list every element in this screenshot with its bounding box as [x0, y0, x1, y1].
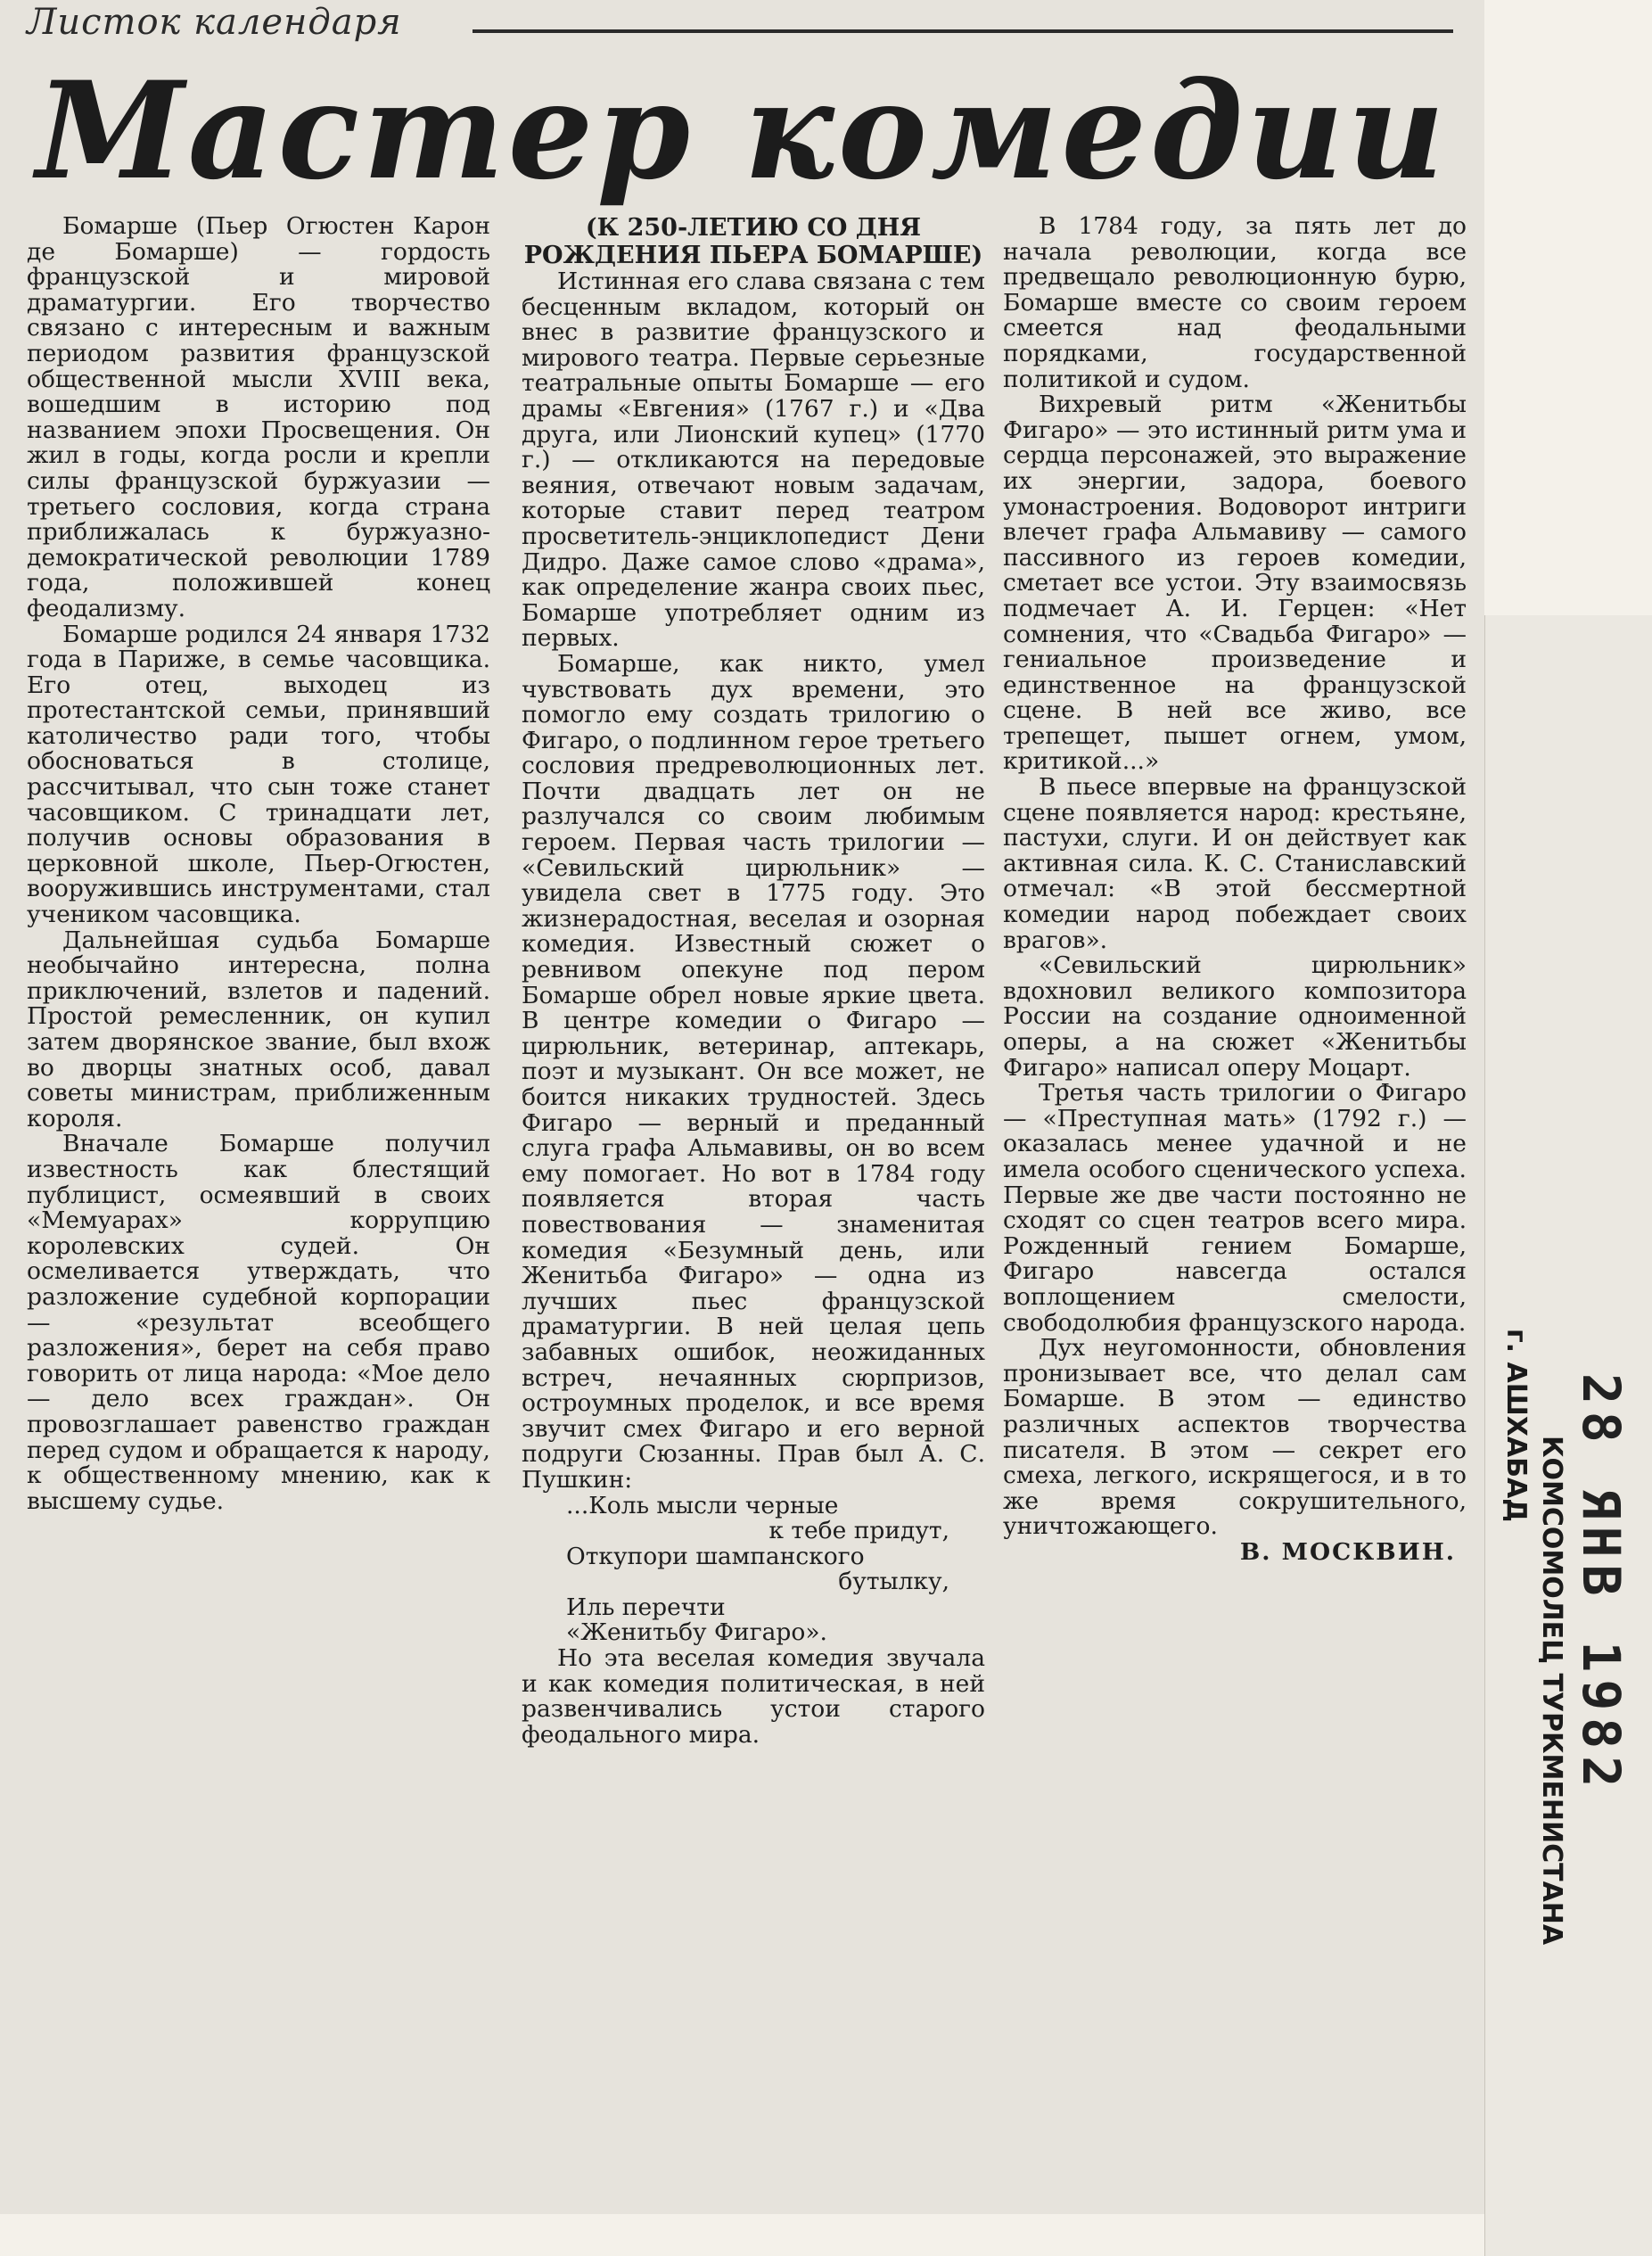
pushkin-quote [566, 1491, 985, 1647]
article-headline: Мастер комедии [36, 53, 1449, 210]
date-stamp: 28 ЯНВ 1982 [1571, 1373, 1631, 1795]
article-paragraph: Дух неугомонности, обновления пронизывает все, что делал сам Бомарше. В этом — единство различных аспектов творчества писателя. В этом — секрет его смеха, легкого, искрящегося, и в то же время сокрушительного, уничтожающего. [1003, 1334, 1467, 1541]
article-paragraph: Третья часть трилогии о Фигаро — «Преступная мать» (1792 г.) — оказалась менее удачной и не имела особого сценического успеха. Первые же две части постоянно не сходят со сцен театров всего мира. Рожденный гением Бомарше, Фигаро навсегда остался воплощением смелости, свободолюбия французского народа. [1003, 1079, 1467, 1337]
article-paragraph: В 1784 году, за пять лет до начала революции, когда все предвещало революционную бурю, Бомарше вместе со своим героем смеется над феодальными порядками, государственной политикой и судом. [1003, 212, 1467, 393]
article-paragraph: Истинная его слава связана с тем бесценным вкладом, который он внес в развитие французского и мирового театра. Первые серьезные театральные опыты Бомарше — его драмы «Евгения» (1767 г.) и «Два друга, или Лионский купец» (1770 г.) — откликаются на передовые веяния, отвечают новым задачам, которые ставит перед театром просветитель-энциклопедист Дени Дидро. Даже самое слово «драма», как определение жанра своих пьес, Бомарше употребляет одним из первых. [522, 268, 985, 653]
verse-line: «Женитьбу Фигаро». [566, 1618, 827, 1647]
article-subheading: (К 250-ЛЕТИЮ СО ДНЯ РОЖДЕНИЯ ПЬЕРА БОМАРШЕ) [523, 214, 983, 269]
source-stamp: КОМСОМОЛЕЦ ТУРКМЕНИСТАНА [1536, 1436, 1567, 1946]
article-paragraph: Бомарше родился 24 января 1732 года в Париже, в семье часовщика. Его отец, выходец из протестантской семьи, принявший католичество ради того, чтобы обосноваться в столице, рассчитывал, что сын тоже станет часовщиком. С тринадцати лет, получив основы образования в церковной школе, Пьер-Огюстен, вооружившись инструментами, стал учеником часовщика. [27, 620, 490, 929]
article-paragraph: Но эта веселая комедия звучала и как комедия политическая, в ней развенчивались устои старого феодального мира. [522, 1644, 985, 1749]
article-paragraph: Бомарше, как никто, умел чувствовать дух времени, это помогло ему создать трилогию о Фигаро, о подлинном герое третьего сословия предреволюционных лет. Почти двадцать лет он не разлучался со своим любимым героем. Первая часть трилогии — «Севильский цирюльник» — увидела свет в 1775 году. Это жизнерадостная, веселая и озорная комедия. Известный сюжет о ревнивом опекуне под пером Бомарше обрел новые яркие цвета. В центре комедии о Фигаро — цирюльник, ветеринар, аптекарь, поэт и музыкант. Он все может, не боится никаких трудностей. Здесь Фигаро — верный и преданный слуга графа Альмавивы, он во всем ему помогает. Но вот в 1784 году появляется вторая часть повествования — знаменитая комедия «Безумный день, или Женитьба Фигаро» — одна из лучших пьес французской драматургии. В ней целая цепь забавных ошибок, неожиданных встреч, нечаянных сюрпризов, остроумных проделок, и все время звучит смех Фигаро и его верной подруги Сюзанны. Прав был А. С. Пушкин: [522, 649, 985, 1494]
verse-line: бутылку, [838, 1568, 949, 1596]
article-column-1 [27, 214, 490, 1514]
author-signature: В. МОСКВИН. [1239, 1537, 1456, 1566]
verse-line: к тебе придут, [768, 1517, 949, 1545]
rubric-rule [473, 29, 1453, 33]
article-column-3 [1003, 214, 1467, 1565]
verse-line: ...Коль мысли черные [566, 1491, 839, 1519]
rubric-label: Листок календаря [27, 2, 402, 43]
article-column-2 [522, 214, 985, 1748]
city-stamp: г. АШХАБАД [1500, 1329, 1532, 1522]
article-paragraph: «Севильский цирюльник» вдохновил великого композитора России на создание одноименной оперы, а на сюжет «Женитьбы Фигаро» написал оперу Моцарт. [1003, 951, 1467, 1082]
article-paragraph: Дальнейшая судьба Бомарше необычайно интересна, полна приключений, взлетов и падений. Простой ремесленник, он купил затем дворянское звание, был вхож во дворцы знатных особ, давал советы министрам, приближенным короля. [27, 926, 490, 1132]
article-paragraph: Вихревый ритм «Женитьбы Фигаро» — это истинный ритм ума и сердца персонажей, это выражение их энергии, задора, боевого умонастроения. Водоворот интриги влечет графа Альмавиву — самого пассивного из героев комедии, сметает все устои. Эту взаимосвязь подмечает А. И. Герцен: «Нет сомнения, что «Свадьба Фигаро» — гениальное произведение и единственное на французской сцене. В ней все живо, все трепещет, пышет огнем, умом, критикой...» [1003, 391, 1467, 776]
article-paragraph: В пьесе впервые на французской сцене появляется народ: крестьяне, пастухи, слуги. И он действует как активная сила. К. С. Станиславский отмечал: «В этой бессмертной комедии народ побеждает своих врагов». [1003, 773, 1467, 954]
article-paragraph: Бомарше (Пьер Огюстен Карон де Бомарше) — гордость французской и мировой драматургии. Его творчество связано с интересным и важным периодом развития французской общественной мысли XVIII века, вошедшим в историю под названием эпохи Просвещения. Он жил в годы, когда росли и крепли силы французской буржуазии — третьего сословия, когда страна приближалась к буржуазно-демократической революции 1789 года, положившей конец феодализму. [27, 212, 490, 622]
verse-line: Откупори шампанского [566, 1542, 865, 1570]
article-paragraph: Вначале Бомарше получил известность как блестящий публицист, осмеявший в своих «Мемуарах» коррупцию королевских судей. Он осмеливается утверждать, что разложение судебной корпорации — «результат всеобщего разложения», берет на себя право говорить от лица народа: «Мое дело — дело всех граждан». Он провозглашает равенство граждан перед судом и обращается к народу, к общественному мнению, как к высшему судье. [27, 1130, 490, 1515]
verse-line: Иль перечти [566, 1593, 726, 1621]
